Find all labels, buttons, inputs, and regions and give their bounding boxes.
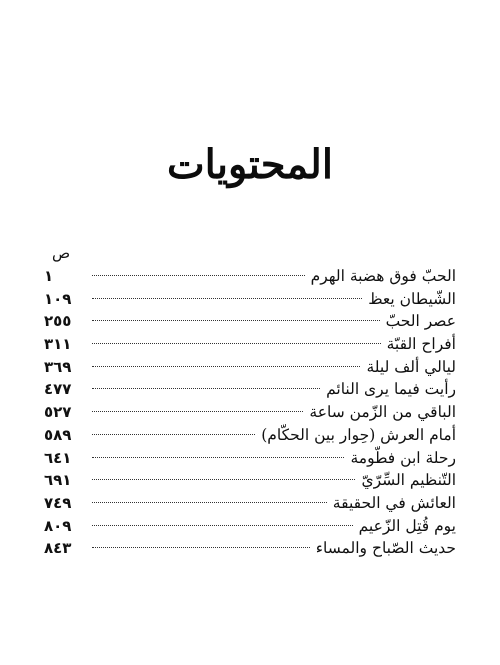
toc-entry-page: ٦٤١ — [44, 448, 72, 467]
toc-entry-title: أفراح القبّة — [386, 335, 456, 354]
dot-leader — [92, 320, 380, 321]
toc-entry-page: ٥٢٧ — [44, 403, 72, 422]
dot-leader — [92, 343, 381, 344]
toc-entry-page: ٦٩١ — [44, 471, 72, 490]
toc-entry-page: ١٠٩ — [44, 289, 72, 308]
toc-entry-title: ليالي ألف ليلة — [366, 357, 456, 376]
page-title: المحتويات — [167, 141, 333, 188]
toc-entry[interactable] — [44, 537, 456, 560]
toc-entry-title: الشّيطان يعظ — [368, 289, 456, 308]
toc-entry-page: ١ — [44, 267, 54, 285]
toc-entry-page: ٨٤٣ — [44, 539, 72, 558]
toc-entry-title: الباقي من الزّمن ساعة — [309, 403, 456, 422]
toc-entry[interactable] — [44, 288, 456, 311]
toc-entry-page: ٧٤٩ — [44, 493, 72, 512]
toc-entry-title: أمام العرش (حِوار بين الحكّام) — [261, 425, 456, 444]
toc-entry-page: ٨٠٩ — [44, 516, 72, 535]
toc-entry-page: ٢٥٥ — [44, 312, 72, 331]
toc-entry[interactable] — [44, 333, 456, 356]
toc-entry-page: ٥٨٩ — [44, 425, 72, 444]
toc-entry-title: عصر الحبّ — [385, 312, 456, 331]
dot-leader — [92, 298, 362, 299]
toc-entry[interactable] — [44, 447, 456, 470]
dot-leader — [92, 525, 353, 526]
page-column-label: ص — [52, 244, 71, 262]
dot-leader — [92, 457, 344, 458]
dot-leader — [92, 502, 327, 503]
toc-entry[interactable] — [44, 401, 456, 424]
toc-entry[interactable] — [44, 424, 456, 447]
toc-entry-title: رأيت فيما يرى النائم — [326, 380, 456, 399]
toc-entry-title: يوم قُتِل الزّعيم — [358, 516, 456, 535]
toc-entry-title: رحلة ابن فطّومة — [350, 448, 456, 467]
toc-entry-title: التّنظيم السِّرّيّ — [361, 471, 456, 490]
toc-entry-page: ٣١١ — [44, 335, 72, 354]
toc-entry-page: ٤٧٧ — [44, 380, 72, 399]
dot-leader — [92, 411, 303, 412]
toc-entry[interactable] — [44, 310, 456, 333]
dot-leader — [92, 479, 355, 480]
table-of-contents — [44, 265, 456, 560]
toc-entry-page: ٣٦٩ — [44, 357, 72, 376]
toc-entry[interactable] — [44, 378, 456, 401]
toc-entry[interactable] — [44, 265, 456, 288]
toc-entry[interactable] — [44, 356, 456, 379]
dot-leader — [92, 388, 320, 389]
dot-leader — [92, 366, 360, 367]
dot-leader — [92, 275, 305, 276]
dot-leader — [92, 434, 255, 435]
toc-entry[interactable] — [44, 492, 456, 515]
dot-leader — [92, 547, 310, 548]
toc-entry[interactable] — [44, 515, 456, 538]
toc-entry-title: حديث الصّباح والمساء — [315, 539, 456, 558]
toc-entry-title: العائش في الحقيقة — [332, 493, 456, 512]
toc-entry[interactable] — [44, 469, 456, 492]
toc-entry-title: الحبّ فوق هضبة الهرم — [310, 267, 456, 285]
